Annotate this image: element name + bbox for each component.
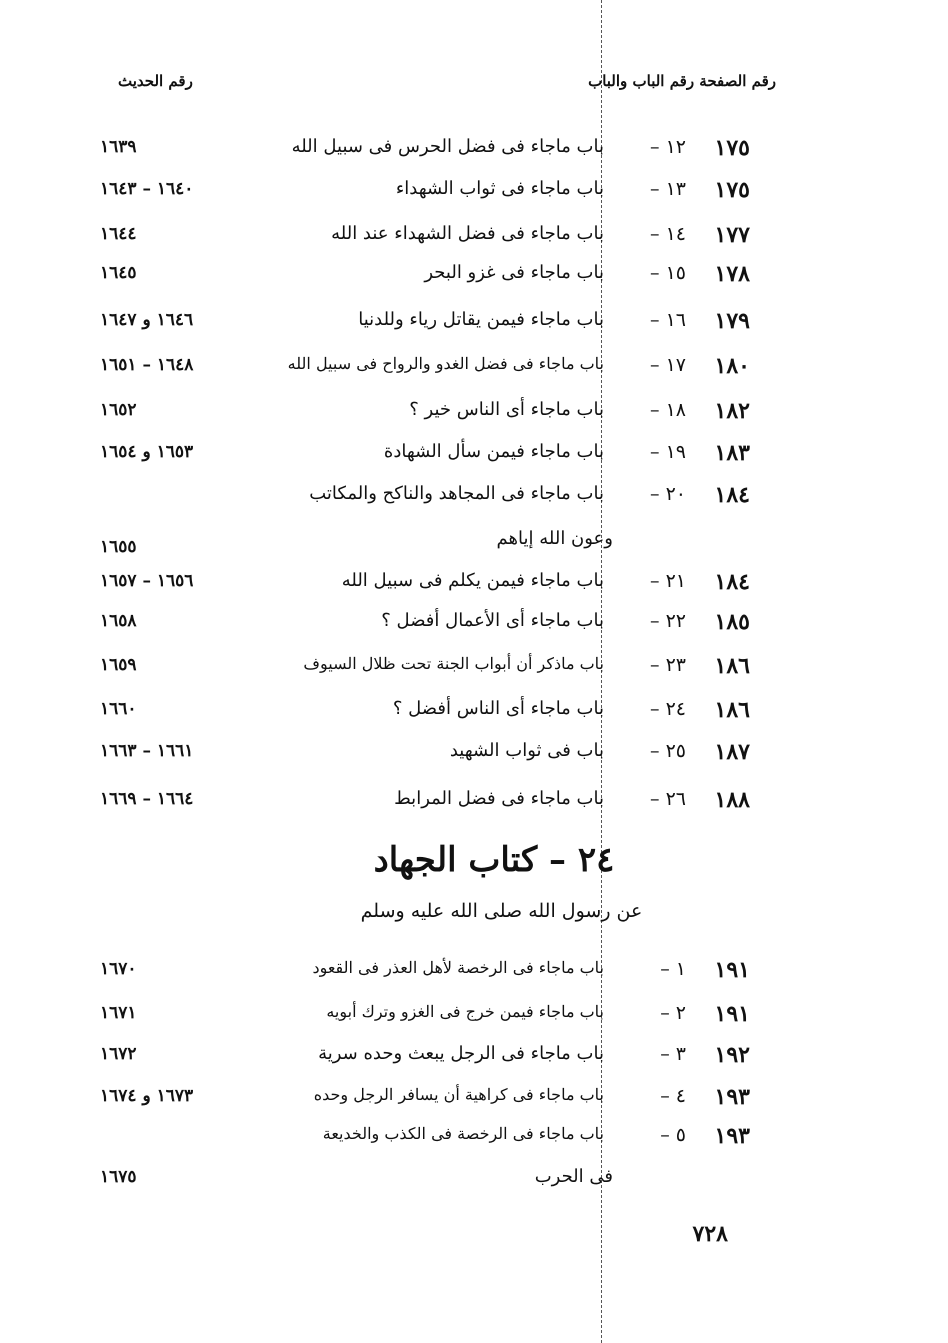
- page-number: ١٩٣: [714, 1084, 750, 1110]
- hadith-number: ١٦٥٥: [100, 537, 137, 557]
- chapter-number: ١ –: [660, 958, 686, 980]
- chapter-number: ٢٥ –: [650, 740, 686, 762]
- index-row: [0, 1040, 948, 1074]
- index-row: [0, 737, 948, 771]
- hadith-number: ١٦٤٤: [100, 224, 137, 244]
- hadith-number: ١٦٥٢: [100, 400, 137, 420]
- hadith-number: ١٦٧٢: [100, 1044, 137, 1064]
- index-row: [0, 999, 948, 1033]
- chapter-title: باب ماجاء فيمن سأل الشهادة: [383, 441, 604, 462]
- page-number: ١٨٦: [714, 653, 750, 679]
- page-number: ١٩٢: [714, 1042, 750, 1068]
- page-number: ١٨٤: [714, 569, 750, 595]
- index-row: [0, 785, 948, 819]
- index-row: [0, 306, 948, 340]
- chapter-number: ١٥ –: [650, 262, 686, 284]
- index-row: [0, 396, 948, 430]
- hadith-number: ١٦٧١: [100, 1003, 137, 1023]
- chapter-number: ٢٦ –: [650, 788, 686, 810]
- chapter-title: باب ماذكر أن أبواب الجنة تحت ظلال السيوف: [303, 654, 604, 673]
- chapter-title: باب ماجاء فى المجاهد والناكح والمكاتب: [309, 483, 604, 504]
- page-number: ١٨٦: [714, 697, 750, 723]
- page-number: ١٨٢: [714, 398, 750, 424]
- index-row: [0, 133, 948, 167]
- index-row: [0, 567, 948, 601]
- page-number: ١٨٣: [714, 440, 750, 466]
- page-number: ١٧٥: [714, 177, 750, 203]
- chapter-title: باب ماجاء فيمن يكلم فى سبيل الله: [341, 570, 604, 591]
- hadith-number: ١٦٦١ – ١٦٦٣: [100, 741, 194, 761]
- page-number: ١٧٥: [714, 135, 750, 161]
- hadith-number: ١٦٧٣ و ١٦٧٤: [100, 1086, 194, 1106]
- index-row: [0, 438, 948, 472]
- index-row: [0, 351, 948, 385]
- chapter-number: ٢ –: [660, 1002, 686, 1024]
- hadith-number: ١٦٤٨ – ١٦٥١: [100, 355, 194, 375]
- hadith-number: ١٦٥٨: [100, 611, 137, 631]
- index-row: [0, 651, 948, 685]
- index-row: [0, 695, 948, 729]
- chapter-number: ٣ –: [660, 1043, 686, 1065]
- chapter-title: باب ماجاء فى فضل الغدو والرواح فى سبيل الله: [287, 354, 604, 373]
- chapter-title: باب ماجاء فى الرجل يبعث وحده سرية: [318, 1043, 604, 1064]
- index-row: [0, 1121, 948, 1155]
- page-number: ١٩٣: [714, 1123, 750, 1149]
- hadith-number: ١٦٦٤ – ١٦٦٩: [100, 789, 194, 809]
- chapter-title: باب ماجاء فى الرخصة لأهل العذر فى القعود: [312, 958, 604, 977]
- chapter-number: ١٢ –: [650, 136, 686, 158]
- chapter-title: باب ماجاء أى الناس خير ؟: [409, 399, 604, 420]
- hadith-number: ١٦٤٥: [100, 263, 137, 283]
- index-row: [0, 480, 948, 514]
- chapter-title: باب ماجاء فى كراهية أن يسافر الرجل وحده: [313, 1085, 604, 1104]
- chapter-number: ١٧ –: [650, 354, 686, 376]
- chapter-title: باب ماجاء فى ثواب الشهداء: [395, 178, 604, 199]
- chapter-title: باب ماجاء أى الأعمال أفضل ؟: [381, 610, 604, 631]
- chapter-title: باب ماجاء فى فضل الحرس فى سبيل الله: [291, 136, 604, 157]
- chapter-title: باب فى ثواب الشهيد: [449, 740, 604, 761]
- page-number: ١٧٨: [714, 261, 750, 287]
- chapter-number: ٢١ –: [650, 570, 686, 592]
- chapter-title: باب ماجاء فيمن يقاتل رياء وللدنيا: [358, 309, 604, 330]
- index-row: [0, 259, 948, 293]
- chapter-number: ٤ –: [660, 1085, 686, 1107]
- hadith-number: ١٦٧٠: [100, 959, 137, 979]
- chapter-number: ١٣ –: [650, 178, 686, 200]
- header-page-chapter-label: رقم الصفحة رقم الباب والباب: [588, 72, 776, 90]
- index-row: [0, 220, 948, 254]
- chapter-title: باب ماجاء أى الناس أفضل ؟: [392, 698, 604, 719]
- page-number: ١٨٤: [714, 482, 750, 508]
- page-number: ١٨٥: [714, 609, 750, 635]
- chapter-number: ٢٠ –: [650, 483, 686, 505]
- hadith-number: ١٦٤٦ و ١٦٤٧: [100, 310, 194, 330]
- chapter-number: ٥ –: [660, 1124, 686, 1146]
- chapter-number: ١٨ –: [650, 399, 686, 421]
- book-title: ٢٤ – كتاب الجهاد: [373, 840, 615, 880]
- chapter-title: باب ماجاء فى فضل المرابط: [394, 788, 604, 809]
- chapter-title: باب ماجاء فى الرخصة فى الكذب والخديعة: [322, 1124, 604, 1143]
- page-number: ١٨٨: [714, 787, 750, 813]
- index-row-continuation: [0, 525, 948, 559]
- hadith-number: ١٦٤٠ – ١٦٤٣: [100, 179, 194, 199]
- hadith-number: ١٦٦٠: [100, 699, 137, 719]
- page-number: ١٨٠: [714, 353, 750, 379]
- chapter-number: ١٩ –: [650, 441, 686, 463]
- index-row: [0, 955, 948, 989]
- chapter-title: باب ماجاء فيمن خرج فى الغزو وترك أبويه: [326, 1002, 604, 1021]
- page-number: ١٧٧: [714, 222, 750, 248]
- page-number-footer: ٧٢٨: [692, 1221, 728, 1247]
- page-number: ١٩١: [714, 1001, 750, 1027]
- page-number: ١٨٧: [714, 739, 750, 765]
- chapter-title-continuation: فى الحرب: [534, 1166, 613, 1187]
- hadith-number: ١٦٥٦ – ١٦٥٧: [100, 571, 194, 591]
- chapter-title: باب ماجاء فى غزو البحر: [424, 262, 604, 283]
- chapter-number: ١٤ –: [650, 223, 686, 245]
- index-row: [0, 1082, 948, 1116]
- chapter-number: ٢٤ –: [650, 698, 686, 720]
- chapter-title: باب ماجاء فى فضل الشهداء عند الله: [331, 223, 604, 244]
- page-number: ١٧٩: [714, 308, 750, 334]
- hadith-number: ١٦٣٩: [100, 137, 137, 157]
- chapter-title-continuation: وعون الله إياهم: [496, 528, 613, 549]
- chapter-number: ٢٢ –: [650, 610, 686, 632]
- page-number: ١٩١: [714, 957, 750, 983]
- index-row-continuation: [0, 1163, 948, 1197]
- hadith-number: ١٦٥٣ و ١٦٥٤: [100, 442, 194, 462]
- index-row: [0, 175, 948, 209]
- book-subtitle: عن رسول الله صلى الله عليه وسلم: [360, 900, 643, 922]
- index-row: [0, 607, 948, 641]
- chapter-number: ١٦ –: [650, 309, 686, 331]
- hadith-number: ١٦٧٥: [100, 1167, 137, 1187]
- chapter-number: ٢٣ –: [650, 654, 686, 676]
- header-hadith-number-label: رقم الحديث: [118, 72, 193, 90]
- hadith-number: ١٦٥٩: [100, 655, 137, 675]
